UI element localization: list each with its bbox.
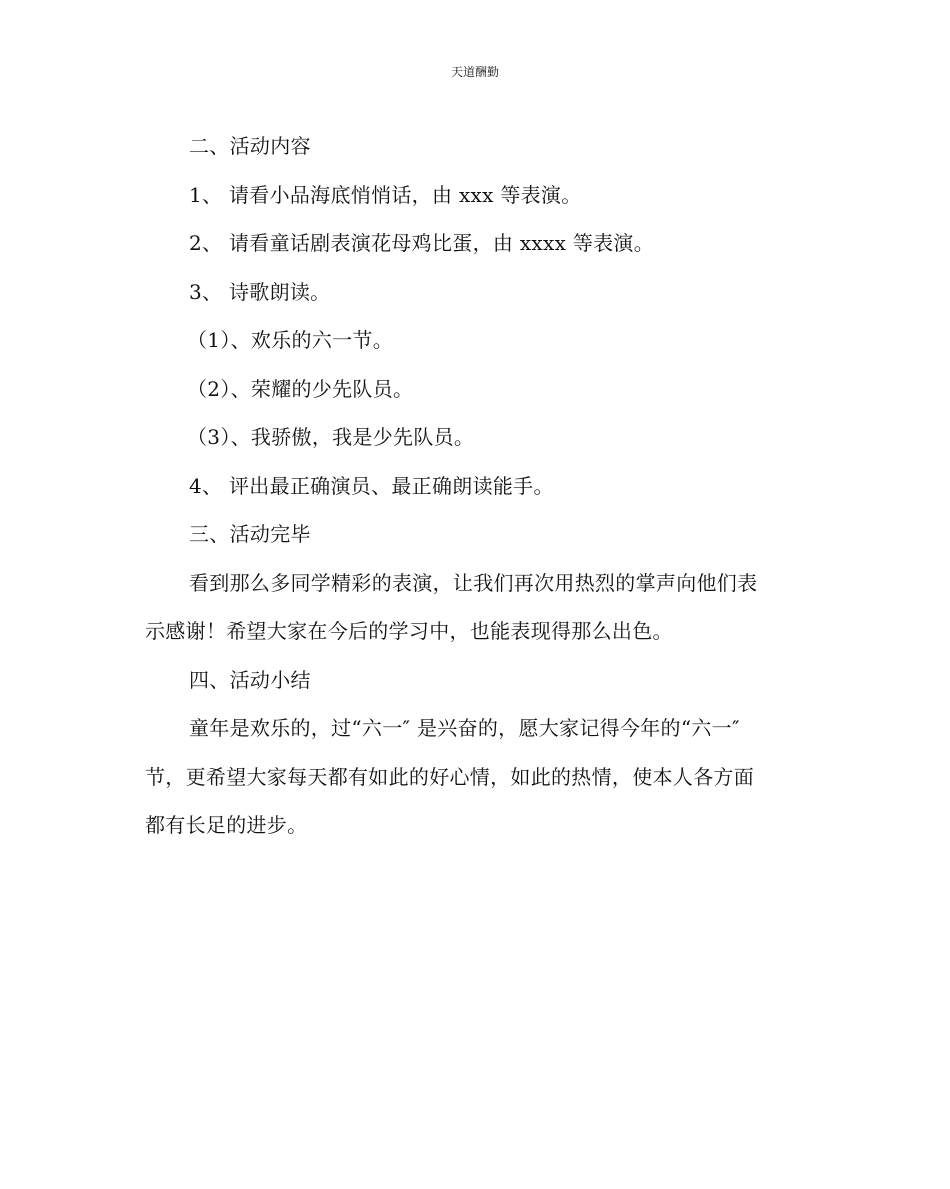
page-header — [0, 64, 950, 80]
list-item-1: 1、 请看小品海底悄悄话，由 xxx 等表演。 — [189, 182, 582, 207]
paragraph-line: 节，更希望大家每天都有如此的好心情，如此的热情，使本人各方面 — [145, 764, 754, 789]
section-heading-activity-summary: 四、活动小结 — [189, 667, 311, 692]
list-item-2: 2、 请看童话剧表演花母鸡比蛋，由 xxxx 等表演。 — [189, 231, 655, 255]
header-text: 天道酬勤 — [450, 65, 499, 79]
sub-item-2: （2）、荣耀的少先队员。 — [187, 376, 414, 401]
list-item-3: 3、 诗歌朗读。 — [189, 279, 331, 304]
list-item-4: 4、 评出最正确演员、最正确朗读能手。 — [189, 473, 554, 498]
paragraph-line: 示感谢！希望大家在今后的学习中，也能表现得那么出色。 — [145, 619, 673, 643]
section-heading-activity-end: 三、活动完毕 — [189, 522, 311, 546]
sub-item-3: （3）、我骄傲，我是少先队员。 — [187, 425, 475, 449]
section-heading-activity-content: 二、活动内容 — [189, 134, 311, 158]
document-body — [145, 122, 805, 850]
sub-item-1: （1）、欢乐的六一节。 — [187, 328, 394, 352]
paragraph-line: 看到那么多同学精彩的表演，让我们再次用热烈的掌声向他们表 — [189, 570, 758, 595]
paragraph-line: 都有长足的进步。 — [145, 813, 308, 837]
paragraph-line: 童年是欢乐的，过“六一″ 是兴奋的，愿大家记得今年的“六一″ — [189, 716, 740, 740]
